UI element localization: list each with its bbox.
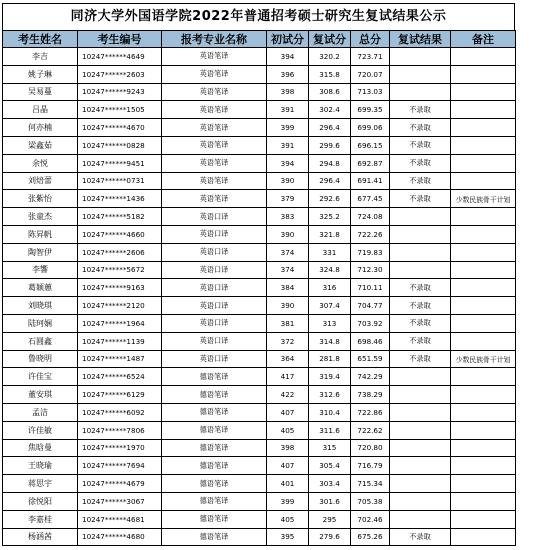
header-remark: 备注 bbox=[451, 31, 516, 48]
page-title: 同济大学外国语学院2022年普通招考硕士研究生复试结果公示 bbox=[2, 3, 515, 30]
cell-result: 不录取 bbox=[390, 101, 451, 119]
cell-total-score: 710.11 bbox=[351, 279, 390, 297]
cell-result bbox=[390, 65, 451, 83]
cell-retest-score: 281.8 bbox=[309, 350, 351, 368]
cell-remark bbox=[451, 261, 516, 279]
cell-result: 不录取 bbox=[390, 297, 451, 315]
cell-total-score: 702.46 bbox=[351, 510, 390, 528]
cell-retest-score: 303.4 bbox=[309, 475, 351, 493]
cell-name: 葛颖蕙 bbox=[3, 279, 78, 297]
cell-retest-score: 296.4 bbox=[309, 119, 351, 137]
table-row bbox=[3, 279, 516, 297]
cell-retest-score: 311.6 bbox=[309, 421, 351, 439]
cell-remark bbox=[451, 225, 516, 243]
table-row bbox=[3, 154, 516, 172]
cell-name: 李嘉桂 bbox=[3, 510, 78, 528]
cell-exam-id: 10247******5672 bbox=[78, 261, 162, 279]
cell-remark bbox=[451, 457, 516, 475]
cell-remark: 少数民族骨干计划 bbox=[451, 190, 516, 208]
cell-result bbox=[390, 368, 451, 386]
table-row bbox=[3, 528, 516, 546]
cell-remark bbox=[451, 332, 516, 350]
cell-major: 英语口译 bbox=[162, 350, 267, 368]
cell-remark bbox=[451, 386, 516, 404]
cell-result: 不录取 bbox=[390, 154, 451, 172]
cell-exam-id: 10247******1970 bbox=[78, 439, 162, 457]
cell-result: 不录取 bbox=[390, 332, 451, 350]
cell-retest-score: 299.6 bbox=[309, 136, 351, 154]
cell-exam-id: 10247******2606 bbox=[78, 243, 162, 261]
cell-name: 陶智伊 bbox=[3, 243, 78, 261]
table-row bbox=[3, 332, 516, 350]
cell-result: 不录取 bbox=[390, 279, 451, 297]
cell-major: 英语笔译 bbox=[162, 136, 267, 154]
cell-result: 不录取 bbox=[390, 314, 451, 332]
cell-major: 德语笔译 bbox=[162, 403, 267, 421]
cell-retest-score: 315.8 bbox=[309, 65, 351, 83]
cell-result bbox=[390, 208, 451, 226]
table-row bbox=[3, 101, 516, 119]
cell-result bbox=[390, 243, 451, 261]
cell-result: 不录取 bbox=[390, 136, 451, 154]
cell-retest-score: 301.6 bbox=[309, 492, 351, 510]
cell-total-score: 716.79 bbox=[351, 457, 390, 475]
cell-total-score: 715.34 bbox=[351, 475, 390, 493]
table-row bbox=[3, 190, 516, 208]
cell-result bbox=[390, 457, 451, 475]
cell-total-score: 677.45 bbox=[351, 190, 390, 208]
cell-total-score: 712.30 bbox=[351, 261, 390, 279]
header-retest-score: 复试分 bbox=[309, 31, 351, 48]
cell-remark bbox=[451, 403, 516, 421]
cell-total-score: 651.59 bbox=[351, 350, 390, 368]
cell-name: 王晓瑜 bbox=[3, 457, 78, 475]
cell-remark bbox=[451, 421, 516, 439]
table-row bbox=[3, 297, 516, 315]
cell-name: 姚子琳 bbox=[3, 65, 78, 83]
cell-major: 英语口译 bbox=[162, 332, 267, 350]
cell-major: 英语口译 bbox=[162, 261, 267, 279]
cell-retest-score: 292.6 bbox=[309, 190, 351, 208]
cell-retest-score: 325.2 bbox=[309, 208, 351, 226]
cell-exam-id: 10247******6129 bbox=[78, 386, 162, 404]
cell-result: 不录取 bbox=[390, 190, 451, 208]
cell-exam-id: 10247******4649 bbox=[78, 48, 162, 66]
cell-exam-id: 10247******6524 bbox=[78, 368, 162, 386]
cell-major: 德语笔译 bbox=[162, 457, 267, 475]
cell-retest-score: 296.4 bbox=[309, 172, 351, 190]
cell-initial-score: 394 bbox=[267, 154, 309, 172]
header-total-score: 总分 bbox=[351, 31, 390, 48]
cell-exam-id: 10247******4681 bbox=[78, 510, 162, 528]
cell-retest-score: 320.2 bbox=[309, 48, 351, 66]
cell-initial-score: 379 bbox=[267, 190, 309, 208]
cell-total-score: 722.62 bbox=[351, 421, 390, 439]
cell-initial-score: 391 bbox=[267, 136, 309, 154]
cell-total-score: 699.35 bbox=[351, 101, 390, 119]
cell-remark bbox=[451, 492, 516, 510]
cell-retest-score: 321.8 bbox=[309, 225, 351, 243]
cell-initial-score: 364 bbox=[267, 350, 309, 368]
table-row bbox=[3, 243, 516, 261]
cell-remark: 少数民族骨干计划 bbox=[451, 350, 516, 368]
cell-initial-score: 394 bbox=[267, 48, 309, 66]
cell-remark bbox=[451, 528, 516, 546]
cell-initial-score: 417 bbox=[267, 368, 309, 386]
cell-initial-score: 390 bbox=[267, 225, 309, 243]
cell-initial-score: 401 bbox=[267, 475, 309, 493]
cell-total-score: 720.07 bbox=[351, 65, 390, 83]
cell-result bbox=[390, 439, 451, 457]
cell-result bbox=[390, 403, 451, 421]
cell-retest-score: 324.8 bbox=[309, 261, 351, 279]
cell-total-score: 704.77 bbox=[351, 297, 390, 315]
table-row bbox=[3, 403, 516, 421]
cell-major: 德语笔译 bbox=[162, 528, 267, 546]
cell-major: 德语笔译 bbox=[162, 439, 267, 457]
cell-remark bbox=[451, 510, 516, 528]
cell-name: 张紫怡 bbox=[3, 190, 78, 208]
cell-total-score: 722.26 bbox=[351, 225, 390, 243]
cell-initial-score: 398 bbox=[267, 83, 309, 101]
cell-total-score: 720.80 bbox=[351, 439, 390, 457]
cell-exam-id: 10247******0731 bbox=[78, 172, 162, 190]
cell-result bbox=[390, 386, 451, 404]
cell-initial-score: 374 bbox=[267, 243, 309, 261]
cell-total-score: 722.86 bbox=[351, 403, 390, 421]
cell-remark bbox=[451, 279, 516, 297]
cell-total-score: 713.03 bbox=[351, 83, 390, 101]
cell-total-score: 692.87 bbox=[351, 154, 390, 172]
cell-exam-id: 10247******7694 bbox=[78, 457, 162, 475]
cell-retest-score: 312.6 bbox=[309, 386, 351, 404]
cell-total-score: 696.15 bbox=[351, 136, 390, 154]
table-row bbox=[3, 457, 516, 475]
cell-result bbox=[390, 48, 451, 66]
cell-exam-id: 10247******5182 bbox=[78, 208, 162, 226]
cell-retest-score: 313 bbox=[309, 314, 351, 332]
cell-retest-score: 310.4 bbox=[309, 403, 351, 421]
cell-retest-score: 305.4 bbox=[309, 457, 351, 475]
cell-name: 鲁晓明 bbox=[3, 350, 78, 368]
cell-exam-id: 10247******4679 bbox=[78, 475, 162, 493]
table-row bbox=[3, 48, 516, 66]
cell-initial-score: 396 bbox=[267, 65, 309, 83]
cell-remark bbox=[451, 208, 516, 226]
cell-result bbox=[390, 261, 451, 279]
table-row bbox=[3, 421, 516, 439]
cell-major: 英语笔译 bbox=[162, 48, 267, 66]
cell-exam-id: 10247******2603 bbox=[78, 65, 162, 83]
cell-retest-score: 279.6 bbox=[309, 528, 351, 546]
cell-major: 德语笔译 bbox=[162, 421, 267, 439]
cell-major: 德语笔译 bbox=[162, 510, 267, 528]
cell-result bbox=[390, 510, 451, 528]
table-row bbox=[3, 368, 516, 386]
cell-retest-score: 294.8 bbox=[309, 154, 351, 172]
cell-remark bbox=[451, 136, 516, 154]
results-table bbox=[2, 30, 516, 546]
cell-major: 英语口译 bbox=[162, 243, 267, 261]
cell-total-score: 698.46 bbox=[351, 332, 390, 350]
table-row bbox=[3, 475, 516, 493]
cell-initial-score: 395 bbox=[267, 528, 309, 546]
cell-remark bbox=[451, 297, 516, 315]
cell-exam-id: 10247******7806 bbox=[78, 421, 162, 439]
cell-major: 英语口译 bbox=[162, 314, 267, 332]
cell-retest-score: 331 bbox=[309, 243, 351, 261]
cell-major: 英语笔译 bbox=[162, 101, 267, 119]
cell-major: 英语笔译 bbox=[162, 119, 267, 137]
table-row bbox=[3, 119, 516, 137]
cell-major: 英语笔译 bbox=[162, 172, 267, 190]
cell-major: 英语笔译 bbox=[162, 83, 267, 101]
header-name: 考生姓名 bbox=[3, 31, 78, 48]
cell-initial-score: 390 bbox=[267, 172, 309, 190]
cell-exam-id: 10247******4670 bbox=[78, 119, 162, 137]
table-row bbox=[3, 314, 516, 332]
cell-exam-id: 10247******1139 bbox=[78, 332, 162, 350]
cell-retest-score: 295 bbox=[309, 510, 351, 528]
cell-result bbox=[390, 83, 451, 101]
cell-total-score: 742.29 bbox=[351, 368, 390, 386]
cell-exam-id: 10247******6092 bbox=[78, 403, 162, 421]
cell-exam-id: 10247******4660 bbox=[78, 225, 162, 243]
cell-total-score: 719.83 bbox=[351, 243, 390, 261]
cell-exam-id: 10247******2120 bbox=[78, 297, 162, 315]
cell-exam-id: 10247******9243 bbox=[78, 83, 162, 101]
cell-initial-score: 391 bbox=[267, 101, 309, 119]
table-row bbox=[3, 83, 516, 101]
results-document bbox=[2, 3, 515, 546]
cell-exam-id: 10247******1487 bbox=[78, 350, 162, 368]
cell-total-score: 738.29 bbox=[351, 386, 390, 404]
table-header-row bbox=[3, 31, 516, 48]
cell-retest-score: 319.4 bbox=[309, 368, 351, 386]
cell-remark bbox=[451, 83, 516, 101]
cell-retest-score: 308.6 bbox=[309, 83, 351, 101]
cell-major: 英语口译 bbox=[162, 279, 267, 297]
table-row bbox=[3, 136, 516, 154]
cell-major: 德语笔译 bbox=[162, 475, 267, 493]
cell-major: 德语笔译 bbox=[162, 386, 267, 404]
cell-result: 不录取 bbox=[390, 172, 451, 190]
table-row bbox=[3, 172, 516, 190]
cell-total-score: 705.38 bbox=[351, 492, 390, 510]
cell-major: 德语笔译 bbox=[162, 492, 267, 510]
cell-initial-score: 374 bbox=[267, 261, 309, 279]
cell-name: 吕晶 bbox=[3, 101, 78, 119]
cell-major: 英语口译 bbox=[162, 225, 267, 243]
header-initial-score: 初试分 bbox=[267, 31, 309, 48]
cell-initial-score: 399 bbox=[267, 492, 309, 510]
cell-exam-id: 10247******1964 bbox=[78, 314, 162, 332]
cell-remark bbox=[451, 119, 516, 137]
cell-result bbox=[390, 421, 451, 439]
cell-name: 焦晗曼 bbox=[3, 439, 78, 457]
cell-result: 不录取 bbox=[390, 528, 451, 546]
cell-exam-id: 10247******1505 bbox=[78, 101, 162, 119]
cell-initial-score: 398 bbox=[267, 439, 309, 457]
table-row bbox=[3, 510, 516, 528]
cell-name: 李吉 bbox=[3, 48, 78, 66]
cell-major: 英语笔译 bbox=[162, 154, 267, 172]
table-row bbox=[3, 261, 516, 279]
cell-remark bbox=[451, 314, 516, 332]
cell-name: 孟洁 bbox=[3, 403, 78, 421]
cell-retest-score: 307.4 bbox=[309, 297, 351, 315]
table-row bbox=[3, 350, 516, 368]
cell-initial-score: 405 bbox=[267, 421, 309, 439]
cell-name: 余悦 bbox=[3, 154, 78, 172]
cell-retest-score: 314.8 bbox=[309, 332, 351, 350]
cell-total-score: 724.08 bbox=[351, 208, 390, 226]
header-major: 报考专业名称 bbox=[162, 31, 267, 48]
cell-initial-score: 381 bbox=[267, 314, 309, 332]
table-row bbox=[3, 492, 516, 510]
cell-name: 许佳宝 bbox=[3, 368, 78, 386]
cell-initial-score: 407 bbox=[267, 403, 309, 421]
table-row bbox=[3, 225, 516, 243]
cell-remark bbox=[451, 439, 516, 457]
cell-remark bbox=[451, 65, 516, 83]
cell-name: 董安琪 bbox=[3, 386, 78, 404]
cell-initial-score: 372 bbox=[267, 332, 309, 350]
table-row bbox=[3, 439, 516, 457]
cell-result bbox=[390, 492, 451, 510]
cell-result: 不录取 bbox=[390, 350, 451, 368]
cell-total-score: 675.26 bbox=[351, 528, 390, 546]
cell-initial-score: 399 bbox=[267, 119, 309, 137]
cell-exam-id: 10247******1436 bbox=[78, 190, 162, 208]
cell-name: 张童杰 bbox=[3, 208, 78, 226]
cell-major: 英语笔译 bbox=[162, 65, 267, 83]
cell-total-score: 699.06 bbox=[351, 119, 390, 137]
cell-retest-score: 302.4 bbox=[309, 101, 351, 119]
cell-remark bbox=[451, 368, 516, 386]
cell-remark bbox=[451, 154, 516, 172]
cell-name: 杨涵茜 bbox=[3, 528, 78, 546]
cell-remark bbox=[451, 101, 516, 119]
cell-initial-score: 422 bbox=[267, 386, 309, 404]
cell-initial-score: 390 bbox=[267, 297, 309, 315]
cell-result bbox=[390, 225, 451, 243]
cell-result: 不录取 bbox=[390, 119, 451, 137]
cell-major: 德语笔译 bbox=[162, 368, 267, 386]
table-row bbox=[3, 65, 516, 83]
cell-name: 李響 bbox=[3, 261, 78, 279]
cell-exam-id: 10247******3067 bbox=[78, 492, 162, 510]
cell-name: 刘晓琪 bbox=[3, 297, 78, 315]
cell-major: 英语口译 bbox=[162, 208, 267, 226]
cell-remark bbox=[451, 243, 516, 261]
cell-name: 许佳敏 bbox=[3, 421, 78, 439]
cell-initial-score: 383 bbox=[267, 208, 309, 226]
cell-initial-score: 405 bbox=[267, 510, 309, 528]
cell-name: 陈昇帆 bbox=[3, 225, 78, 243]
cell-remark bbox=[451, 48, 516, 66]
cell-initial-score: 384 bbox=[267, 279, 309, 297]
cell-initial-score: 407 bbox=[267, 457, 309, 475]
cell-remark bbox=[451, 475, 516, 493]
cell-name: 吴易蔓 bbox=[3, 83, 78, 101]
header-exam-id: 考生编号 bbox=[78, 31, 162, 48]
cell-exam-id: 10247******9451 bbox=[78, 154, 162, 172]
cell-major: 英语笔译 bbox=[162, 190, 267, 208]
cell-exam-id: 10247******4680 bbox=[78, 528, 162, 546]
cell-total-score: 691.41 bbox=[351, 172, 390, 190]
cell-exam-id: 10247******0828 bbox=[78, 136, 162, 154]
cell-name: 梁鑫茹 bbox=[3, 136, 78, 154]
cell-name: 蒋思宇 bbox=[3, 475, 78, 493]
cell-total-score: 703.92 bbox=[351, 314, 390, 332]
cell-name: 刘焙蕾 bbox=[3, 172, 78, 190]
cell-name: 石圆鑫 bbox=[3, 332, 78, 350]
cell-name: 陆珂娴 bbox=[3, 314, 78, 332]
cell-exam-id: 10247******9163 bbox=[78, 279, 162, 297]
cell-name: 何亦楠 bbox=[3, 119, 78, 137]
cell-retest-score: 315 bbox=[309, 439, 351, 457]
table-row bbox=[3, 208, 516, 226]
cell-name: 徐悦阳 bbox=[3, 492, 78, 510]
table-row bbox=[3, 386, 516, 404]
cell-remark bbox=[451, 172, 516, 190]
cell-major: 英语口译 bbox=[162, 297, 267, 315]
header-result: 复试结果 bbox=[390, 31, 451, 48]
cell-result bbox=[390, 475, 451, 493]
cell-retest-score: 316 bbox=[309, 279, 351, 297]
cell-total-score: 723.71 bbox=[351, 48, 390, 66]
